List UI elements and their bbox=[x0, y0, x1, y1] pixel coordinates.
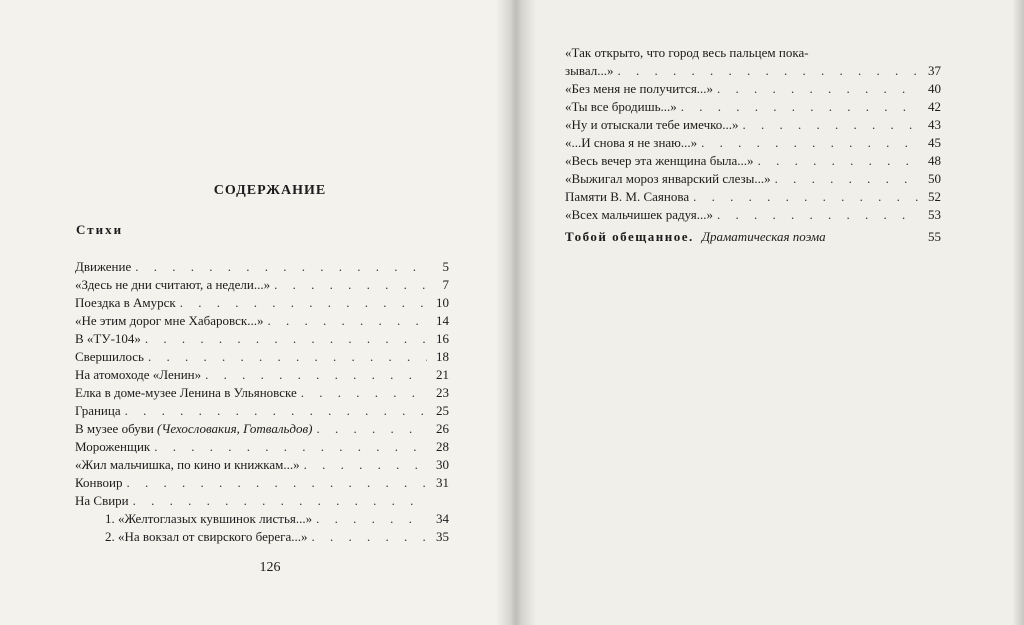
entry-title: «Ты все бродишь...» bbox=[565, 99, 677, 114]
toc-entry bbox=[75, 456, 449, 474]
toc-entry bbox=[75, 438, 449, 456]
leader-dots bbox=[312, 528, 427, 546]
leader-dots bbox=[274, 276, 427, 294]
leader-dots bbox=[316, 420, 427, 438]
leader-dots bbox=[133, 492, 427, 510]
page-number: 126 bbox=[259, 560, 281, 575]
entry-title: Конвоир bbox=[75, 475, 123, 490]
entry-title: Памяти В. М. Саянова bbox=[565, 189, 690, 204]
leader-dots bbox=[717, 206, 919, 224]
entry-page: 37 bbox=[928, 63, 941, 78]
entry-page: 16 bbox=[436, 331, 449, 346]
toc-entry bbox=[565, 170, 941, 188]
toc-entry bbox=[75, 492, 449, 510]
entry-title bbox=[565, 228, 826, 246]
entry-page: 52 bbox=[928, 189, 941, 204]
toc-entry bbox=[565, 80, 941, 98]
leader-dots bbox=[125, 402, 427, 420]
leader-dots bbox=[145, 330, 427, 348]
leader-dots bbox=[180, 294, 427, 312]
toc-entry bbox=[565, 116, 941, 134]
toc-entry bbox=[75, 402, 449, 420]
entry-page: 25 bbox=[436, 403, 449, 418]
leader-dots bbox=[701, 134, 919, 152]
entry-page: 55 bbox=[928, 229, 941, 244]
entry-page: 7 bbox=[442, 277, 449, 292]
toc-entry bbox=[75, 474, 449, 492]
entry-title: На Свири bbox=[75, 493, 129, 508]
entry-title: «Весь вечер эта женщина была...» bbox=[565, 153, 754, 168]
leader-dots bbox=[304, 456, 427, 474]
toc-entry bbox=[565, 206, 941, 224]
toc-subentry bbox=[75, 510, 449, 528]
entry-page: 40 bbox=[928, 81, 941, 96]
entry-title: Граница bbox=[75, 403, 121, 418]
leader-dots bbox=[127, 474, 428, 492]
leader-dots bbox=[267, 312, 427, 330]
entry-page: 26 bbox=[436, 421, 449, 436]
leader-dots bbox=[758, 152, 919, 170]
entry-page: 30 bbox=[436, 457, 449, 472]
page-edge-shadow bbox=[1012, 0, 1024, 625]
entry-title: «Выжигал мороз январский слезы...» bbox=[565, 171, 771, 186]
leader-dots bbox=[301, 384, 427, 402]
entry-page: 45 bbox=[928, 135, 941, 150]
toc-entry bbox=[75, 276, 449, 294]
entry-title: Движение bbox=[75, 259, 132, 274]
leader-dots bbox=[617, 62, 919, 80]
entry-title: «Жил мальчишка, по кино и книжкам...» bbox=[75, 457, 300, 472]
toc-entry bbox=[565, 152, 941, 170]
leader-dots bbox=[717, 80, 919, 98]
toc-entry bbox=[75, 366, 449, 384]
leader-dots bbox=[316, 510, 427, 528]
contents-heading: СОДЕРЖАНИЕ bbox=[213, 183, 327, 198]
entry-page: 50 bbox=[928, 171, 941, 186]
drama-subtitle: Драматическая поэма bbox=[701, 229, 826, 244]
entry-title bbox=[75, 420, 312, 438]
entry-page: 34 bbox=[436, 511, 449, 526]
leader-dots bbox=[205, 366, 427, 384]
toc-subentry bbox=[75, 528, 449, 546]
toc-entry bbox=[565, 98, 941, 116]
toc-entry bbox=[75, 348, 449, 366]
book-gutter bbox=[496, 0, 536, 625]
entry-title: 1. «Желтоглазых кувшинок листья...» bbox=[105, 511, 313, 526]
entry-page: 42 bbox=[928, 99, 941, 114]
entry-title: «Здесь не дни считают, а недели...» bbox=[75, 277, 271, 292]
entry-page: 14 bbox=[436, 313, 449, 328]
drama-title: Тобой обещанное. bbox=[565, 229, 694, 244]
entry-title: «Ну и отыскали тебе имечко...» bbox=[565, 117, 739, 132]
toc-list-left bbox=[75, 258, 449, 546]
toc-entry bbox=[75, 312, 449, 330]
entry-title: 2. «На вокзал от свирского берега...» bbox=[105, 529, 308, 544]
toc-entry-line bbox=[565, 44, 941, 62]
toc-entry bbox=[75, 420, 449, 438]
toc-list-right bbox=[565, 44, 941, 246]
entry-page: 18 bbox=[436, 349, 449, 364]
entry-title: Свершилось bbox=[75, 349, 144, 364]
entry-page: 53 bbox=[928, 207, 941, 222]
entry-title: Мороженщик bbox=[75, 439, 151, 454]
leader-dots bbox=[135, 258, 427, 276]
leader-dots bbox=[154, 438, 427, 456]
section-heading-poems: Стихи bbox=[76, 222, 124, 237]
entry-page: 5 bbox=[442, 259, 449, 274]
entry-page: 31 bbox=[436, 475, 449, 490]
entry-title: Елка в доме-музее Ленина в Ульяновске bbox=[75, 385, 297, 400]
leader-dots bbox=[693, 188, 919, 206]
entry-page: 23 bbox=[436, 385, 449, 400]
entry-title: На атомоходе «Ленин» bbox=[75, 367, 202, 382]
entry-title: «Без меня не получится...» bbox=[565, 81, 714, 96]
entry-page: 10 bbox=[436, 295, 449, 310]
toc-entry bbox=[75, 384, 449, 402]
entry-title-italic: (Чехословакия, Готвальдов) bbox=[157, 421, 313, 436]
entry-title: «Всех мальчишек радуя...» bbox=[565, 207, 714, 222]
toc-entry bbox=[75, 330, 449, 348]
entry-page: 48 bbox=[928, 153, 941, 168]
entry-title: «...И снова я не знаю...» bbox=[565, 135, 698, 150]
toc-entry-continuation bbox=[565, 62, 941, 80]
leader-dots bbox=[681, 98, 919, 116]
leader-dots bbox=[743, 116, 919, 134]
entry-title: В «ТУ-104» bbox=[75, 331, 141, 346]
entry-title-main: В музее обуви bbox=[75, 421, 154, 436]
entry-page: 21 bbox=[436, 367, 449, 382]
toc-entry bbox=[565, 188, 941, 206]
entry-page: 28 bbox=[436, 439, 449, 454]
entry-page: 43 bbox=[928, 117, 941, 132]
toc-entry-drama bbox=[565, 228, 941, 246]
toc-entry bbox=[565, 134, 941, 152]
entry-title: «Не этим дорог мне Хабаровск...» bbox=[75, 313, 264, 328]
toc-entry bbox=[75, 258, 449, 276]
toc-entry bbox=[75, 294, 449, 312]
leader-dots bbox=[775, 170, 919, 188]
entry-title: Поездка в Амурск bbox=[75, 295, 176, 310]
entry-title: «Так открыто, что город весь пальцем пока- bbox=[565, 45, 809, 60]
entry-page: 35 bbox=[436, 529, 449, 544]
entry-title: зывал...» bbox=[565, 63, 614, 78]
leader-dots bbox=[148, 348, 427, 366]
